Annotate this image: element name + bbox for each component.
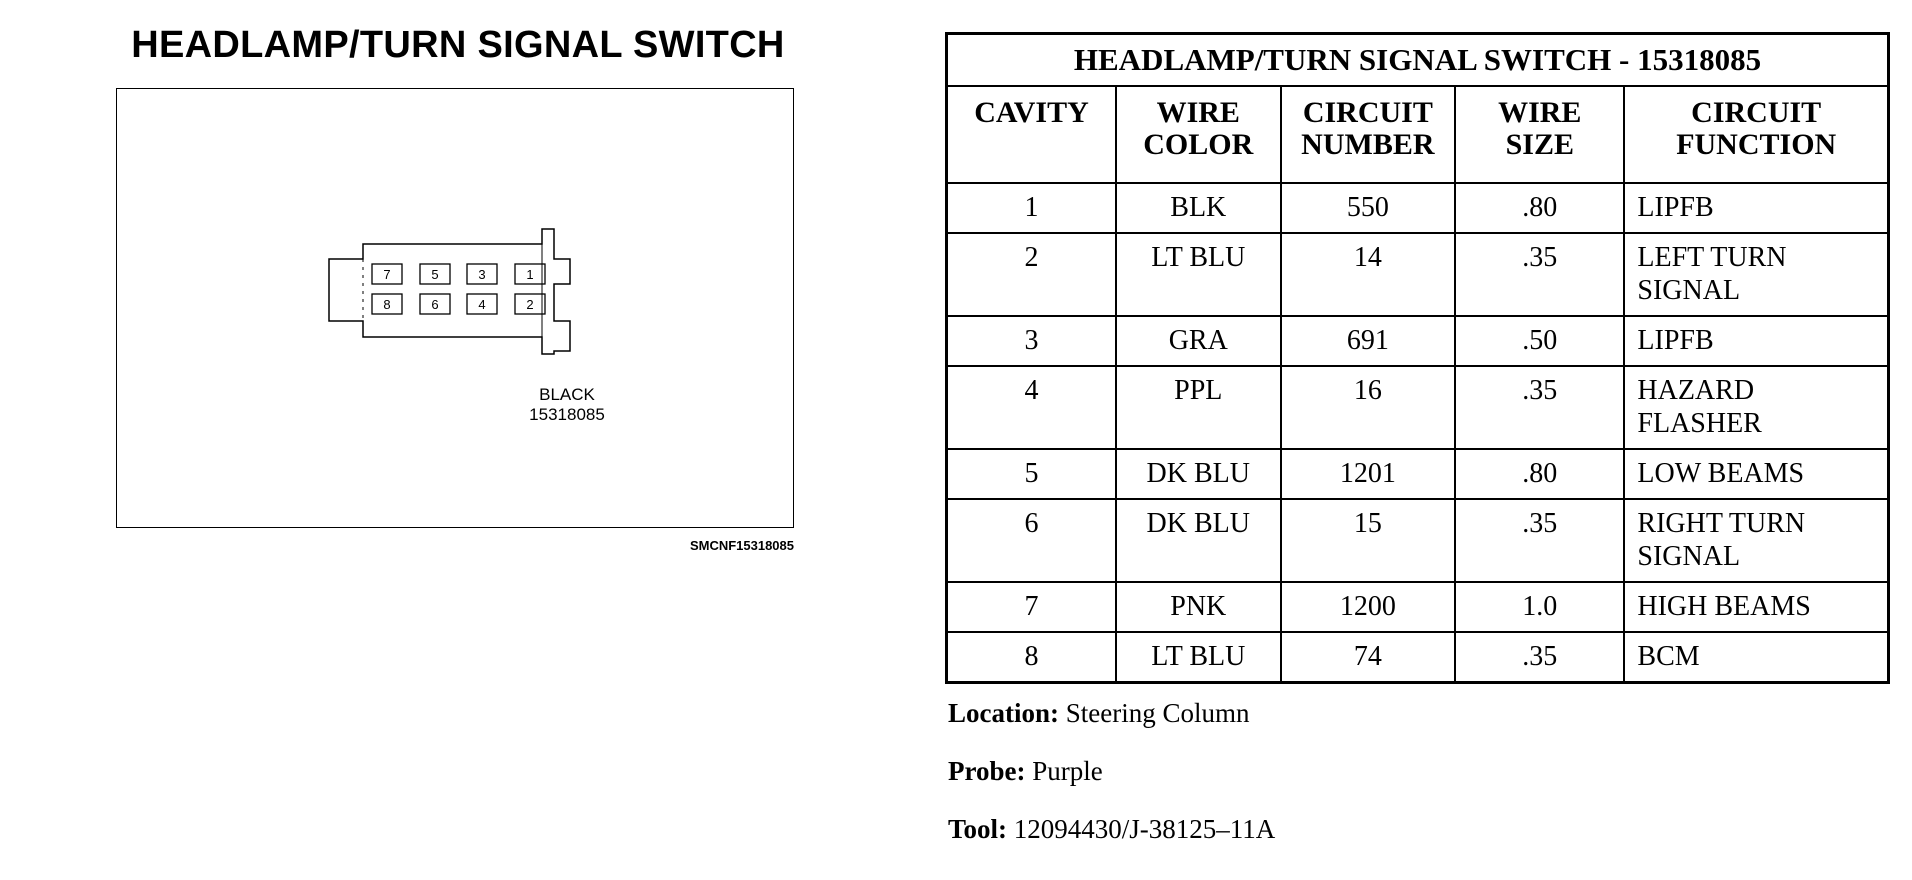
- cell-wire-size: .35: [1455, 499, 1624, 582]
- tool-value: 12094430/J-38125–11A: [1013, 814, 1276, 844]
- connector-diagram: [116, 88, 794, 528]
- cavity-label-3: 3: [478, 267, 486, 282]
- cavity-label-4: 4: [478, 297, 486, 312]
- cell-circuit-number: 15: [1281, 499, 1456, 582]
- col-header-text: COLOR: [1143, 128, 1254, 161]
- table-title: HEADLAMP/TURN SIGNAL SWITCH - 15318085: [947, 34, 1889, 87]
- col-header-text: CAVITY: [974, 96, 1089, 129]
- tool-label: Tool:: [948, 814, 1008, 844]
- connector-part-number: 15318085: [529, 405, 605, 424]
- cell-cavity: 4: [947, 366, 1117, 449]
- cell-wire-color: GRA: [1116, 316, 1281, 366]
- col-header-circuit-number: [1281, 86, 1456, 183]
- cell-circuit-number: 16: [1281, 366, 1456, 449]
- function-line: LIPFB: [1637, 192, 1714, 223]
- diagram-code: SMCNF15318085: [689, 538, 794, 553]
- tool-line: [948, 814, 1275, 845]
- function-line: RIGHT TURN: [1637, 508, 1806, 539]
- table-row: [947, 183, 1889, 233]
- cell-cavity: 7: [947, 582, 1117, 632]
- table-row: [947, 233, 1889, 316]
- cell-wire-size: .35: [1455, 233, 1624, 316]
- function-line: HAZARD: [1637, 375, 1755, 406]
- cell-circuit-function: [1624, 233, 1888, 316]
- cell-wire-color: DK BLU: [1116, 499, 1281, 582]
- connector-outline: [329, 229, 570, 354]
- probe-label: Probe:: [948, 756, 1026, 786]
- cell-wire-color: LT BLU: [1116, 233, 1281, 316]
- probe-line: [948, 756, 1103, 787]
- cell-circuit-number: 74: [1281, 632, 1456, 682]
- connector-color-label: BLACK: [539, 385, 595, 404]
- col-header-text: WIRE: [1498, 96, 1582, 129]
- col-header-text: WIRE: [1156, 96, 1240, 129]
- function-line: LOW BEAMS: [1637, 458, 1805, 489]
- function-line: FLASHER: [1637, 408, 1762, 439]
- col-header-text: NUMBER: [1301, 128, 1435, 161]
- cell-wire-size: .80: [1455, 449, 1624, 499]
- cell-circuit-function: [1624, 499, 1888, 582]
- cell-cavity: 6: [947, 499, 1117, 582]
- table-header-row: [947, 86, 1889, 183]
- cell-circuit-function: [1624, 366, 1888, 449]
- table-row: [947, 499, 1889, 582]
- table-row: [947, 632, 1889, 682]
- col-header-cavity: [947, 86, 1117, 183]
- cell-wire-size: .35: [1455, 366, 1624, 449]
- pinout-table: [945, 32, 1890, 684]
- table-row: [947, 366, 1889, 449]
- table-body: [947, 183, 1889, 682]
- cell-circuit-function: [1624, 632, 1888, 682]
- cell-circuit-number: 691: [1281, 316, 1456, 366]
- cell-wire-color: LT BLU: [1116, 632, 1281, 682]
- cavity-label-1: 1: [526, 267, 534, 282]
- cell-circuit-number: 1201: [1281, 449, 1456, 499]
- function-line: BCM: [1637, 641, 1700, 672]
- cell-circuit-function: [1624, 582, 1888, 632]
- diagram-title: HEADLAMP/TURN SIGNAL SWITCH: [131, 24, 785, 66]
- cell-circuit-function: [1624, 316, 1888, 366]
- function-line: LIPFB: [1637, 325, 1714, 356]
- cell-circuit-function: [1624, 449, 1888, 499]
- cavity-label-7: 7: [383, 267, 391, 282]
- cell-cavity: 8: [947, 632, 1117, 682]
- function-line: SIGNAL: [1637, 275, 1741, 306]
- probe-value: Purple: [1032, 756, 1103, 786]
- cavity-label-5: 5: [431, 267, 439, 282]
- cavity-label-8: 8: [383, 297, 391, 312]
- cell-wire-color: PNK: [1116, 582, 1281, 632]
- cell-circuit-number: 14: [1281, 233, 1456, 316]
- location-label: Location:: [948, 698, 1059, 728]
- col-header-wire-size: [1455, 86, 1624, 183]
- col-header-text: SIZE: [1505, 128, 1574, 161]
- cavity-label-2: 2: [526, 297, 534, 312]
- function-line: SIGNAL: [1637, 541, 1741, 572]
- cavity-group: [372, 264, 545, 314]
- cell-cavity: 2: [947, 233, 1117, 316]
- cell-wire-color: BLK: [1116, 183, 1281, 233]
- cell-wire-color: DK BLU: [1116, 449, 1281, 499]
- col-header-text: CIRCUIT: [1691, 96, 1822, 129]
- col-header-wire-color: [1116, 86, 1281, 183]
- col-header-text: CIRCUIT: [1302, 96, 1433, 129]
- table-row: [947, 449, 1889, 499]
- cell-cavity: 1: [947, 183, 1117, 233]
- cell-circuit-function: [1624, 183, 1888, 233]
- cell-wire-size: .80: [1455, 183, 1624, 233]
- function-line: HIGH BEAMS: [1637, 591, 1811, 622]
- cavity-label-6: 6: [431, 297, 439, 312]
- connector-face-drawing: [117, 89, 793, 527]
- table-row: [947, 316, 1889, 366]
- cell-circuit-number: 550: [1281, 183, 1456, 233]
- cell-cavity: 3: [947, 316, 1117, 366]
- cell-cavity: 5: [947, 449, 1117, 499]
- cell-wire-size: 1.0: [1455, 582, 1624, 632]
- cell-wire-size: .35: [1455, 632, 1624, 682]
- cell-wire-size: .50: [1455, 316, 1624, 366]
- function-line: LEFT TURN: [1637, 242, 1787, 273]
- cell-wire-color: PPL: [1116, 366, 1281, 449]
- location-value: Steering Column: [1065, 698, 1250, 728]
- cell-circuit-number: 1200: [1281, 582, 1456, 632]
- location-line: [948, 698, 1250, 729]
- col-header-text: FUNCTION: [1676, 128, 1837, 161]
- table-row: [947, 582, 1889, 632]
- col-header-circuit-function: [1624, 86, 1888, 183]
